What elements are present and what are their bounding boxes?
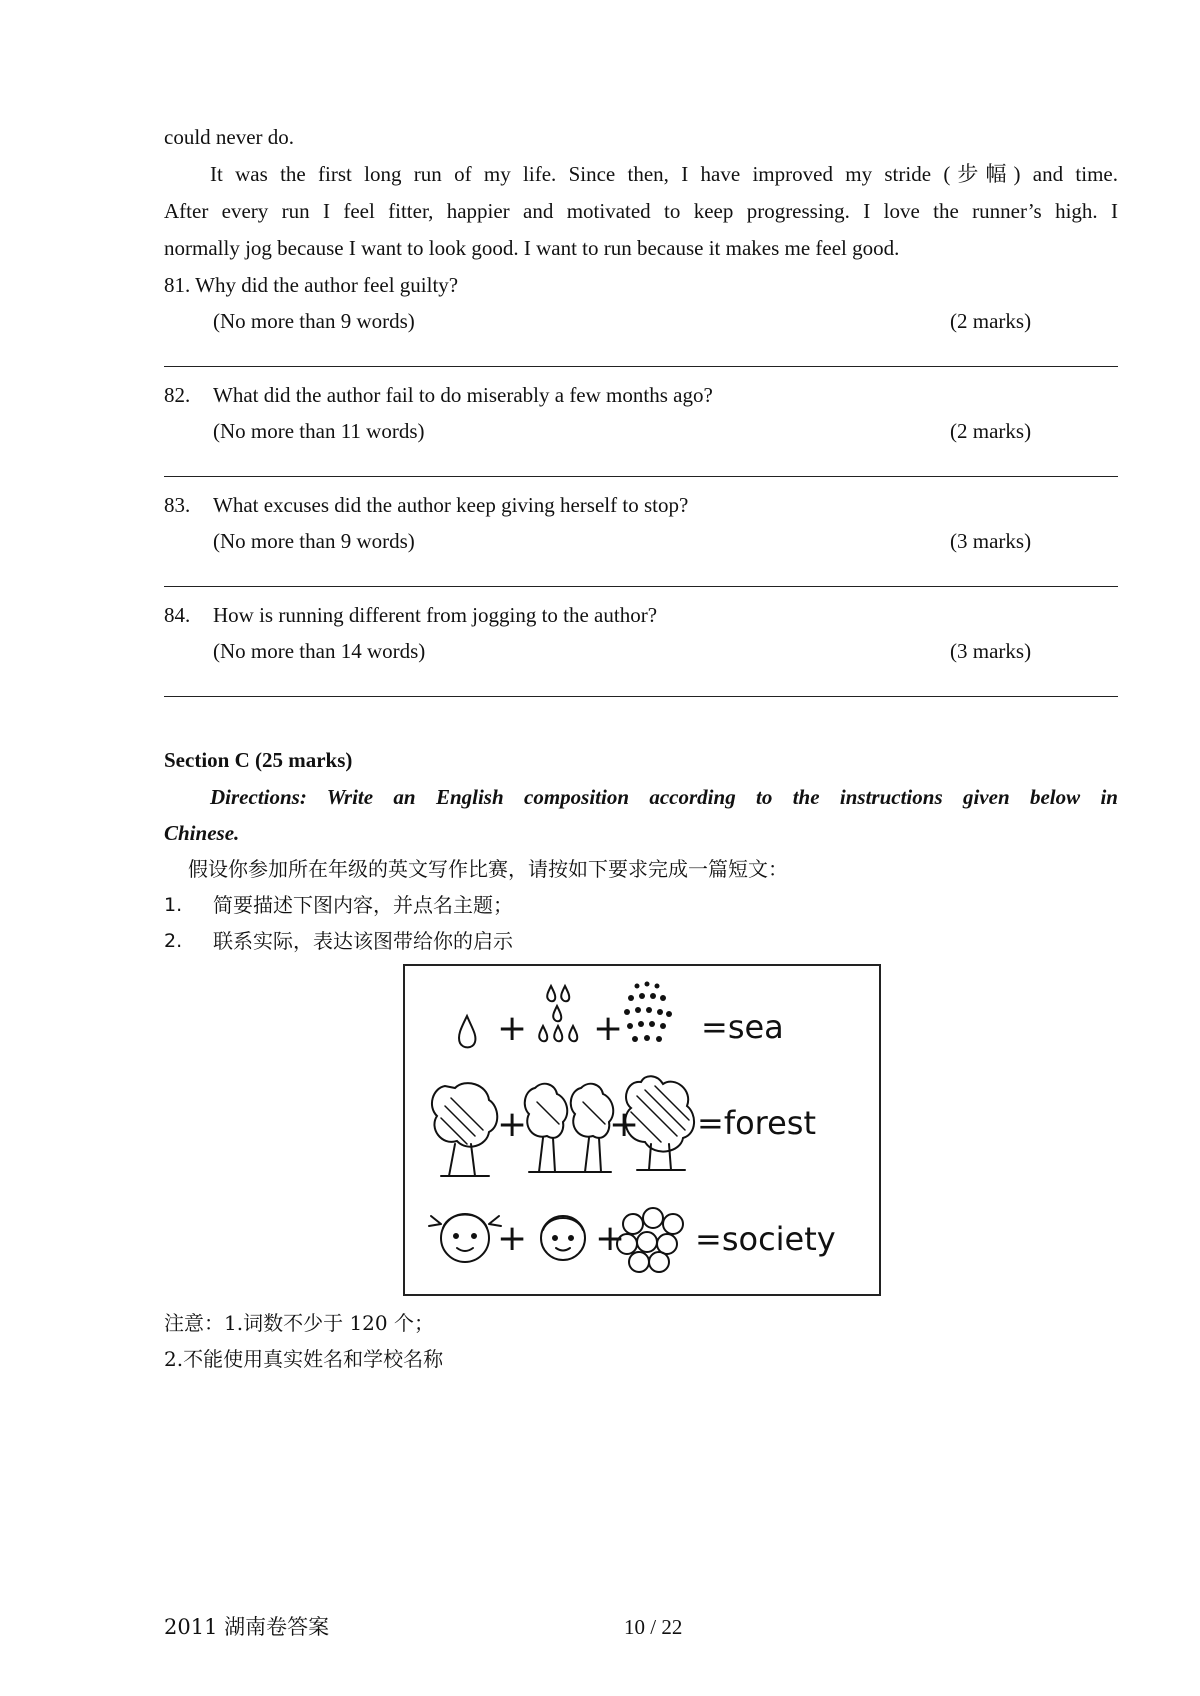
passage-line: After every run I feel fitter, happier and motivated to keep progressing. I love the runner’s high. I: [164, 199, 1118, 223]
question-number: 83.: [164, 493, 191, 517]
tree-icon: [432, 1083, 497, 1176]
composition-picture: [403, 964, 881, 1296]
question-text: How is running different from jogging to the author?: [213, 603, 658, 627]
passage-line: It was the first long run of my life. Since then, I have improved my stride (步幅) and time.: [210, 162, 1118, 186]
drop-icon: [459, 1016, 475, 1047]
question-number: 81.: [164, 273, 191, 297]
word-limit: (No more than 14 words): [213, 639, 426, 663]
girl-face-icon: [429, 1214, 501, 1262]
answer-line[interactable]: [164, 476, 1118, 477]
directions-line: Directions: Write an English composition according to the instructions given below in: [210, 785, 1118, 809]
picture-drawing: [405, 966, 879, 1294]
crowd-icon: [617, 1208, 683, 1272]
question-81: [164, 270, 458, 300]
answer-line[interactable]: [164, 366, 1118, 367]
requirement-text: 简要描述下图内容，并点名主题；: [213, 893, 513, 917]
plus-sign: +: [497, 1104, 528, 1145]
sea-label: =sea: [701, 1008, 784, 1046]
plus-sign: +: [593, 1008, 624, 1049]
marks: (3 marks): [950, 639, 1032, 663]
requirement-number: 1.: [164, 894, 183, 916]
question-text: What excuses did the author keep giving herself to stop?: [213, 493, 689, 517]
trees-icon: [525, 1084, 614, 1172]
question-text: What did the author fail to do miserably a few months ago?: [213, 383, 713, 407]
drops-icon: [539, 986, 577, 1041]
marks: (3 marks): [950, 529, 1032, 553]
plus-sign: +: [497, 1218, 528, 1259]
boy-face-icon: [541, 1216, 585, 1260]
society-label: =society: [695, 1220, 836, 1258]
answer-line[interactable]: [164, 696, 1118, 697]
task-intro: 假设你参加所在年级的英文写作比赛，请按如下要求完成一篇短文：: [188, 857, 788, 881]
note-line: 注意：1.词数不少于 120 个；: [164, 1311, 434, 1335]
word-limit: (No more than 9 words): [213, 529, 415, 553]
rain-icon: [624, 982, 672, 1043]
marks: (2 marks): [950, 419, 1032, 443]
note-line: 2.不能使用真实姓名和学校名称: [164, 1347, 444, 1371]
word-limit: (No more than 9 words): [213, 309, 415, 333]
directions-line: Chinese.: [164, 821, 240, 845]
plus-sign: +: [609, 1104, 640, 1145]
forest-label: =forest: [697, 1104, 817, 1142]
footer-title: 2011 湖南卷答案: [164, 1615, 330, 1639]
page-number: 10 / 22: [624, 1615, 683, 1639]
plus-sign: +: [497, 1008, 528, 1049]
question-number: 82.: [164, 383, 191, 407]
question-number: 84.: [164, 603, 191, 627]
marks: (2 marks): [950, 309, 1032, 333]
requirement-number: 2.: [164, 930, 183, 952]
passage-line: could never do.: [164, 125, 295, 149]
requirement-text: 联系实际，表达该图带给你的启示: [213, 929, 513, 953]
passage-line: normally jog because I want to look good. I want to run because it makes me feel good.: [164, 236, 900, 260]
answer-line[interactable]: [164, 586, 1118, 587]
section-title: Section C (25 marks): [164, 748, 353, 772]
question-text: Why did the author feel guilty?: [195, 273, 459, 297]
plus-sign: +: [595, 1218, 626, 1259]
word-limit: (No more than 11 words): [213, 419, 425, 443]
